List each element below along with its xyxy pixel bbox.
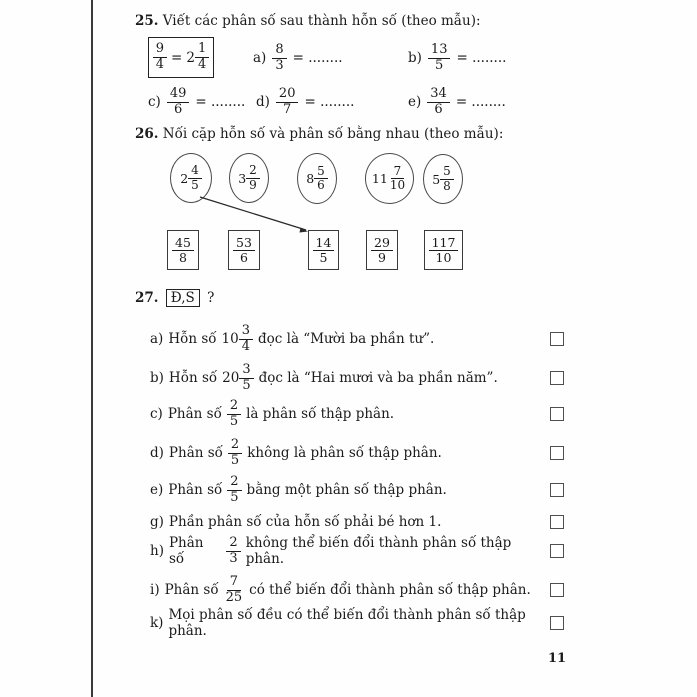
ex27-item-g: g) Phần phân số của hỗn số phải bé hơn 1.	[150, 512, 564, 532]
mixed-number-circle-1[interactable]: 2 $\frac{4}{5}$	[170, 153, 212, 203]
item-label: k)	[150, 615, 164, 631]
answer-blank[interactable]: = ........	[292, 50, 343, 66]
ex25-item-d	[256, 85, 354, 119]
answer-blank[interactable]: = ........	[455, 94, 506, 110]
item-label: b)	[150, 370, 164, 386]
ex25-item-c	[148, 85, 245, 119]
fraction: $\frac{45}{8}$	[172, 236, 194, 265]
ex27-item-k: k) Mọi phân số đều có thể biến đổi thành phân số thập phân.	[150, 613, 564, 633]
answer-checkbox-d[interactable]	[550, 446, 564, 460]
mixed-number: 20 $\frac{3}{5}$	[222, 363, 253, 393]
item-label: c)	[148, 94, 161, 110]
fraction: $\frac{20}{7}$	[276, 87, 299, 117]
fraction: $\frac{34}{6}$	[427, 87, 450, 117]
ex25-number: 25.	[135, 13, 159, 29]
ex25-item-e	[408, 85, 506, 119]
answer-blank[interactable]: = ........	[304, 94, 355, 110]
fraction: $\frac{2}{5}$	[227, 399, 241, 429]
fraction: $\frac{49}{6}$	[167, 87, 190, 117]
item-label: d)	[256, 94, 270, 110]
fraction: $\frac{117}{10}$	[429, 236, 459, 265]
fraction-box-1[interactable]	[167, 230, 199, 270]
answer-blank[interactable]: = ........	[456, 50, 507, 66]
item-label: i)	[150, 582, 160, 598]
page-number: 11	[548, 651, 567, 666]
fraction: $\frac{53}{6}$	[233, 236, 255, 265]
ex26-header	[135, 126, 503, 142]
answer-blank[interactable]: = ........	[195, 94, 246, 110]
answer-checkbox-a[interactable]	[550, 332, 564, 346]
mixed-number-circle-2[interactable]: 3 $\frac{2}{9}$	[229, 153, 269, 203]
fraction: $\frac{2}{5}$	[228, 438, 242, 468]
item-label: d)	[150, 445, 164, 461]
mixed-number: 10 $\frac{3}{4}$	[222, 324, 253, 354]
fraction: $\frac{2}{9}$	[246, 164, 260, 192]
ex27-item-b: b) Hỗn số 20 $\frac{3}{5}$ đọc là “Hai mươi và ba phần năm”.	[150, 361, 564, 395]
fraction: $\frac{2}{3}$	[226, 536, 240, 566]
mixed-number-circle-5[interactable]: 5 $\frac{5}{8}$	[423, 154, 463, 204]
ex25-header	[135, 13, 481, 29]
fraction: $\frac{5}{6}$	[314, 165, 328, 193]
answer-checkbox-e[interactable]	[550, 483, 564, 497]
fraction-box-3[interactable]	[308, 230, 339, 270]
ex27-item-h: h) Phân số $\frac{2}{3}$ không thể biến đổi thành phân số thập phân.	[150, 534, 564, 568]
fraction: $\frac{8}{3}$	[272, 43, 286, 73]
fraction: $\frac{13}{5}$	[428, 43, 451, 73]
ex26-title: Nối cặp hỗn số và phân số bằng nhau (theo mẫu):	[162, 126, 504, 142]
ex25-title: Viết các phân số sau thành hỗn số (theo mẫu):	[162, 13, 481, 29]
item-label: g)	[150, 514, 164, 530]
fraction: $\frac{2}{5}$	[227, 475, 241, 505]
fraction: $\frac{5}{8}$	[440, 165, 454, 193]
answer-checkbox-g[interactable]	[550, 515, 564, 529]
fraction: $\frac{7}{10}$	[389, 163, 406, 192]
ex27-number: 27.	[135, 290, 159, 306]
ex27-item-e: e) Phân số $\frac{2}{5}$ bằng một phân số thập phân.	[150, 473, 564, 507]
fraction: $\frac{3}{4}$	[239, 324, 253, 354]
answer-checkbox-b[interactable]	[550, 371, 564, 385]
item-label: b)	[408, 50, 422, 66]
item-label: c)	[150, 406, 163, 422]
true-false-box: Đ,S	[166, 289, 200, 307]
fraction-box-2[interactable]	[228, 230, 260, 270]
ex27-item-c: c) Phân số $\frac{2}{5}$ là phân số thập phân.	[150, 397, 564, 431]
fraction: $\frac{3}{5}$	[239, 363, 253, 393]
ex27-header	[135, 289, 214, 307]
question-mark: ?	[207, 290, 215, 306]
item-label: e)	[150, 482, 164, 498]
fraction: $\frac{29}{9}$	[371, 236, 393, 265]
mixed-number: 2 $\frac{1}{4}$	[186, 42, 209, 72]
fraction: $\frac{9}{4}$	[153, 42, 167, 72]
ex27-item-a: a) Hỗn số 10 $\frac{3}{4}$ đọc là “Mười ba phần tư”.	[150, 322, 564, 356]
ex26-number: 26.	[135, 126, 159, 142]
ex27-item-d: d) Phân số $\frac{2}{5}$ không là phân số thập phân.	[150, 436, 564, 470]
ex25-example-box	[148, 37, 214, 78]
answer-checkbox-i[interactable]	[550, 583, 564, 597]
item-label: a)	[150, 331, 164, 347]
mixed-number-circle-4[interactable]: 11 $\frac{7}{10}$	[365, 153, 414, 204]
equals-sign: =	[171, 49, 183, 66]
mixed-number-circle-3[interactable]: 8 $\frac{5}{6}$	[297, 153, 337, 204]
ex25-item-a	[253, 41, 343, 75]
item-label: a)	[253, 50, 267, 66]
ex27-item-i: i) Phân số $\frac{7}{25}$ có thể biến đổi thành phân số thập phân.	[150, 573, 564, 607]
item-label: h)	[150, 543, 164, 559]
fraction: $\frac{4}{5}$	[188, 164, 202, 192]
answer-checkbox-h[interactable]	[550, 544, 564, 558]
fraction: $\frac{1}{4}$	[195, 42, 209, 72]
answer-checkbox-c[interactable]	[550, 407, 564, 421]
answer-checkbox-k[interactable]	[550, 616, 564, 630]
ex25-item-b	[408, 41, 506, 75]
fraction: $\frac{14}{5}$	[313, 236, 335, 265]
fraction-box-5[interactable]	[424, 230, 463, 270]
item-label: e)	[408, 94, 422, 110]
fraction: $\frac{7}{25}$	[225, 573, 243, 605]
page-edge-line	[91, 0, 93, 697]
fraction-box-4[interactable]	[366, 230, 398, 270]
